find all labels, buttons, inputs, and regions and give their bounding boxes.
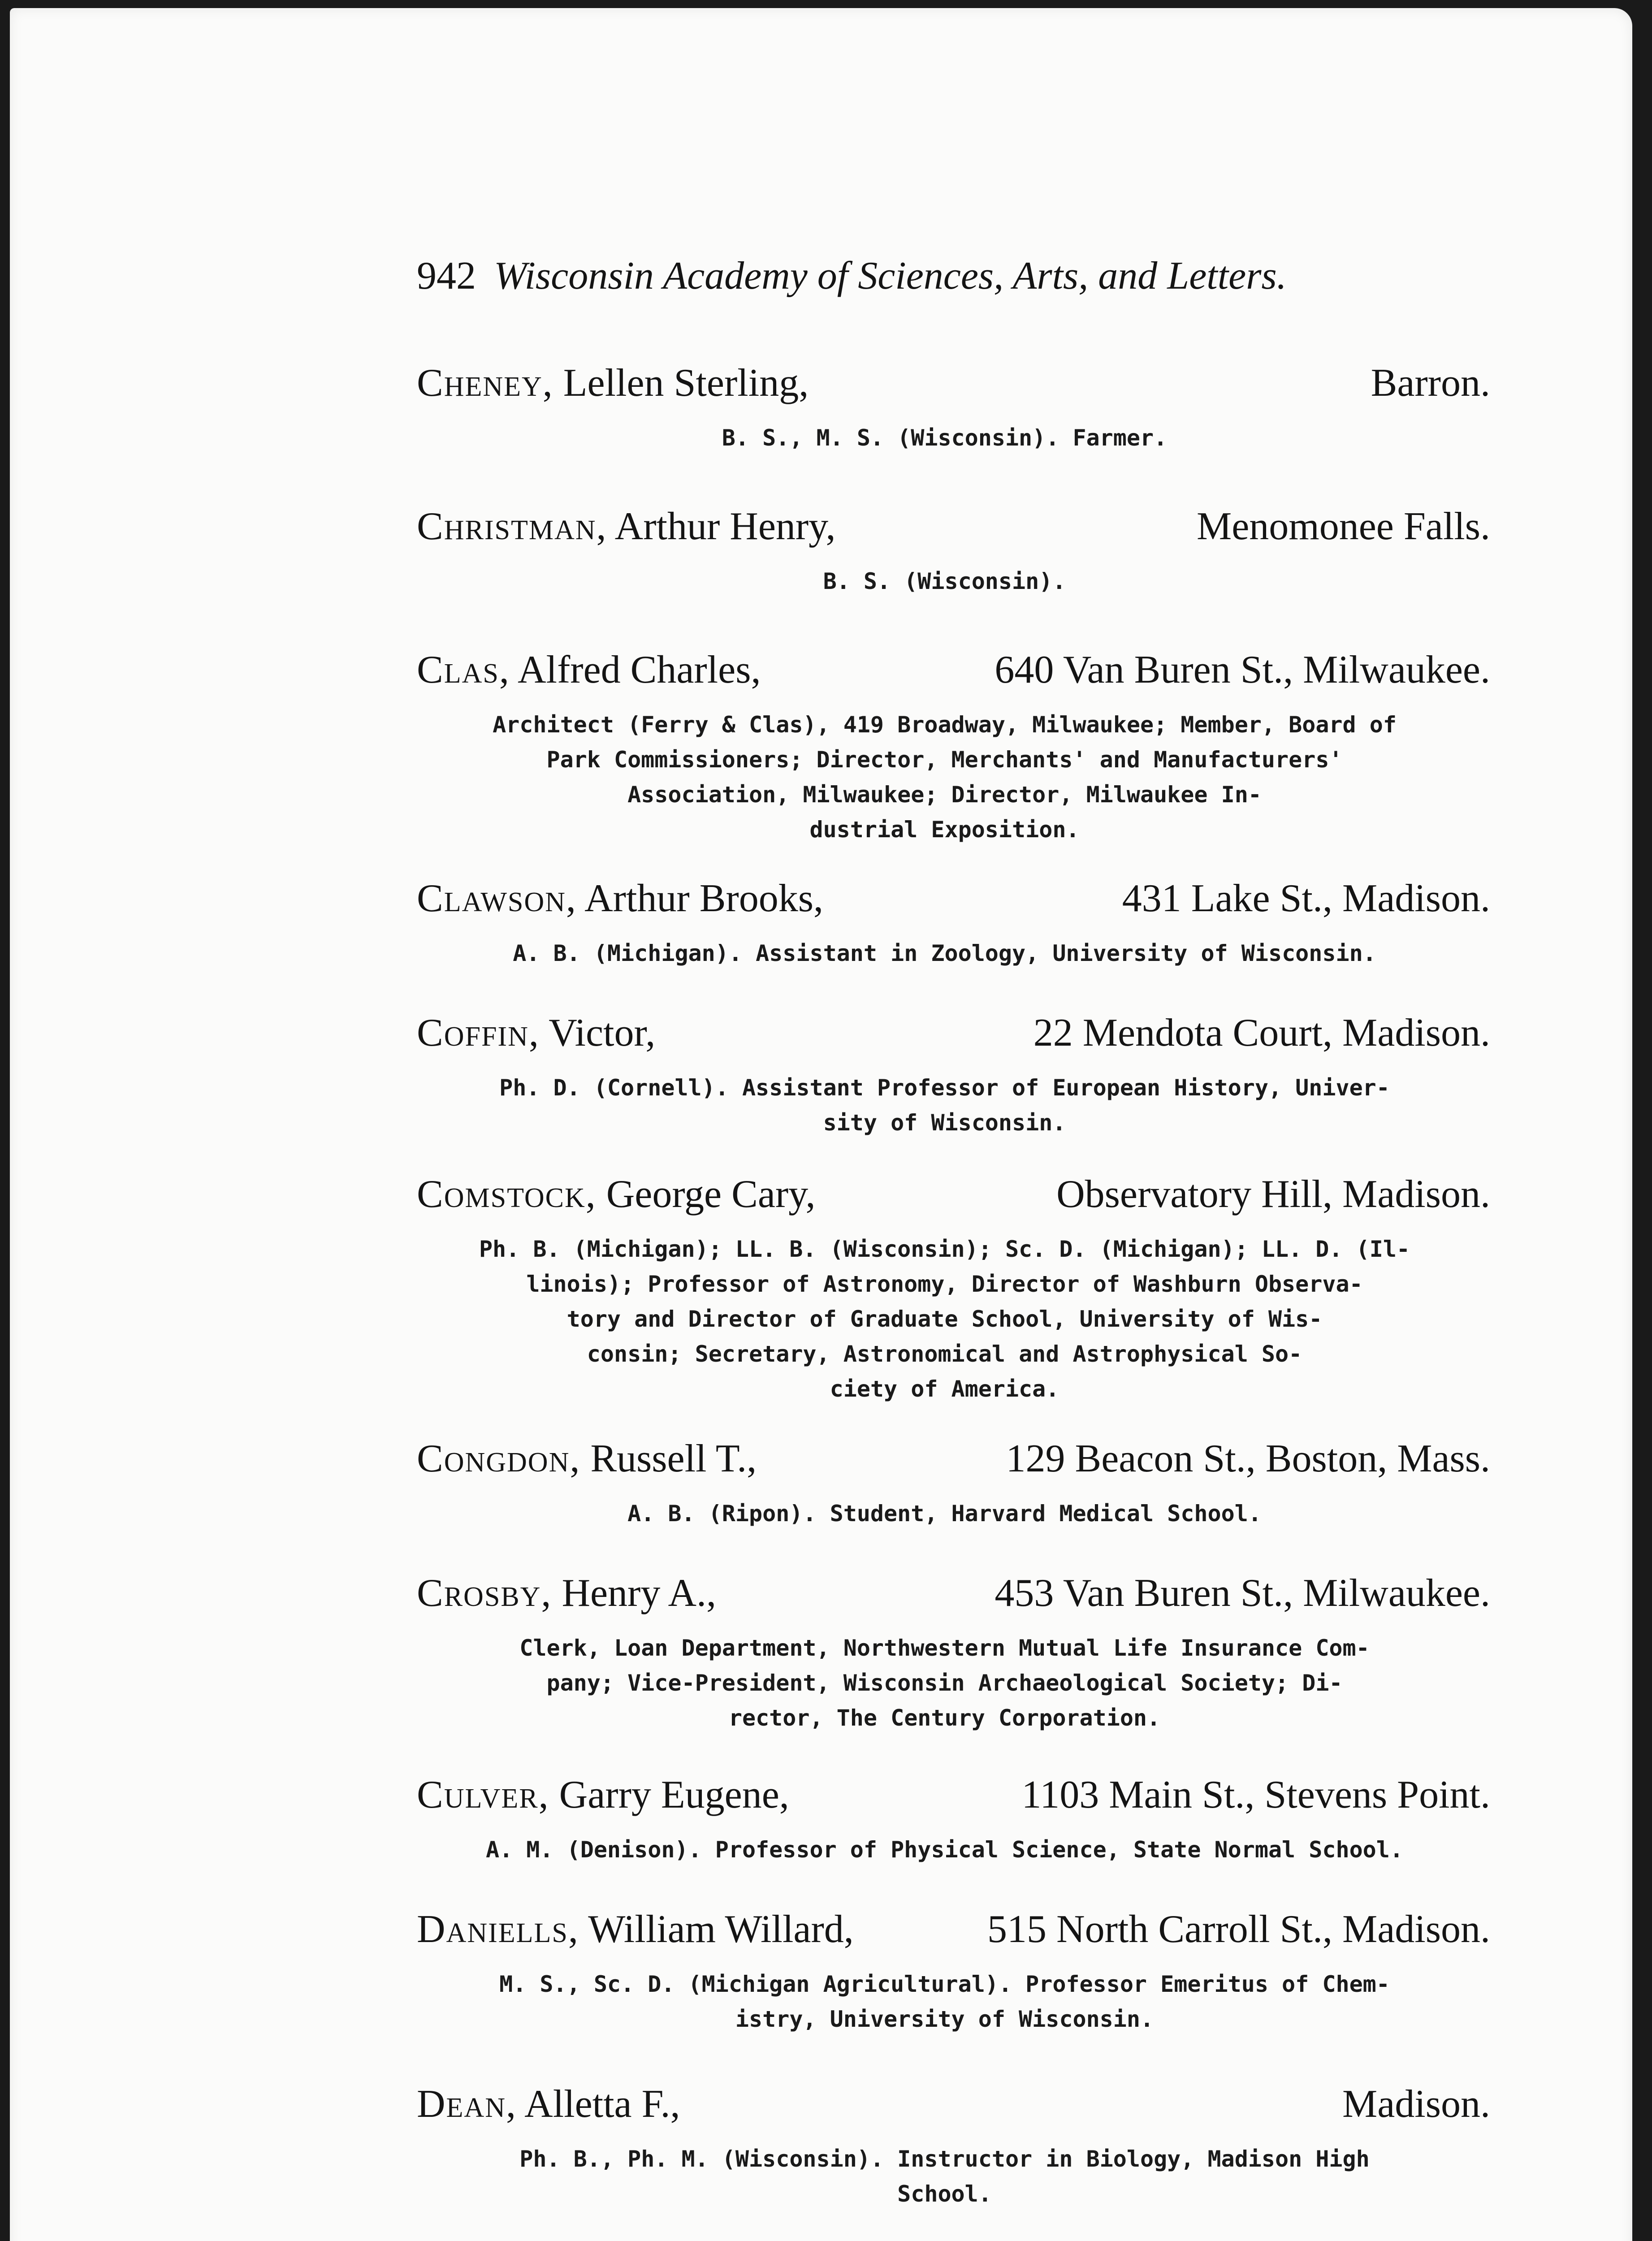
entry-heading — [417, 874, 1490, 923]
entry — [417, 1008, 1490, 1140]
surname: Culver, — [417, 1773, 549, 1817]
member-name — [417, 359, 809, 408]
address: 640 Van Buren St., Milwaukee. — [995, 648, 1490, 692]
given-name: Garry Eugene, — [559, 1773, 789, 1817]
member-name — [417, 1170, 815, 1219]
address: 515 North Carroll St., Madison. — [987, 1908, 1490, 1951]
surname: Clas, — [417, 648, 510, 692]
given-name: George Cary, — [606, 1172, 816, 1216]
address: Observatory Hill, Madison. — [1056, 1172, 1490, 1216]
entry-details — [417, 420, 1490, 455]
surname: Clawson, — [417, 877, 577, 920]
given-name: Russell T., — [590, 1437, 757, 1480]
detail-line: Ph. B. (Michigan); LL. B. (Wisconsin); Sc. D. (Michigan); LL. D. (Il- — [479, 1236, 1410, 1262]
entry-details — [417, 2141, 1490, 2211]
entry-details — [417, 1832, 1490, 1867]
address: 453 Van Buren St., Milwaukee. — [995, 1571, 1490, 1615]
given-name: Victor, — [549, 1011, 656, 1055]
entry — [417, 1434, 1490, 1531]
entry — [417, 1170, 1490, 1406]
entry — [417, 1770, 1490, 1867]
entry-details — [417, 936, 1490, 971]
detail-line: linois); Professor of Astronomy, Director of Washburn Observa- — [526, 1271, 1363, 1297]
entry — [417, 874, 1490, 971]
detail-line: dustrial Exposition. — [809, 817, 1080, 843]
entry-heading — [417, 1905, 1490, 1954]
surname: Cheney, — [417, 361, 554, 405]
detail-line: Park Commissioners; Director, Merchants' and Manufacturers' — [546, 747, 1343, 773]
member-name — [417, 1770, 789, 1820]
address: 431 Lake St., Madison. — [1122, 877, 1490, 920]
given-name: Arthur Henry, — [614, 505, 836, 548]
detail-line: Association, Milwaukee; Director, Milwaukee In- — [627, 782, 1262, 808]
surname: Dean, — [417, 2082, 517, 2126]
entry-heading — [417, 1008, 1490, 1058]
entry-details — [417, 707, 1490, 847]
detail-line: rector, The Century Corporation. — [728, 1705, 1161, 1731]
entry — [417, 359, 1490, 455]
entry-details — [417, 1232, 1490, 1406]
detail-line: B. S., M. S. (Wisconsin). Farmer. — [722, 425, 1168, 451]
entry-details — [417, 1631, 1490, 1735]
entry — [417, 1569, 1490, 1735]
entry-details — [417, 1496, 1490, 1531]
surname: Daniells, — [417, 1908, 579, 1951]
surname: Crosby, — [417, 1571, 552, 1615]
given-name: Henry A., — [562, 1571, 717, 1615]
detail-line: Architect (Ferry & Clas), 419 Broadway, Milwaukee; Member, Board of — [493, 712, 1397, 738]
journal-title: Wisconsin Academy of Sciences, Arts, and Letters. — [494, 254, 1287, 298]
entry-heading — [417, 1770, 1490, 1820]
member-name — [417, 502, 835, 551]
detail-line: School. — [897, 2181, 992, 2207]
member-name — [417, 1569, 716, 1618]
entry — [417, 502, 1490, 599]
given-name: Alletta F., — [524, 2082, 680, 2126]
given-name: Arthur Brooks, — [584, 877, 823, 920]
detail-line: tory and Director of Graduate School, University of Wis- — [567, 1306, 1323, 1332]
entry-heading — [417, 1569, 1490, 1618]
entry-details — [417, 1967, 1490, 2037]
entry-details — [417, 1070, 1490, 1140]
entry — [417, 645, 1490, 847]
address: 22 Mendota Court, Madison. — [1033, 1011, 1490, 1055]
entry-heading — [417, 2080, 1490, 2129]
member-name — [417, 1434, 757, 1484]
entry-heading — [417, 1434, 1490, 1484]
detail-line: A. B. (Ripon). Student, Harvard Medical School. — [627, 1501, 1262, 1527]
detail-line: ciety of America. — [830, 1376, 1060, 1402]
detail-line: Ph. D. (Cornell). Assistant Professor of European History, Univer- — [499, 1075, 1390, 1101]
surname: Christman, — [417, 505, 607, 548]
address: Madison. — [1342, 2082, 1490, 2126]
member-name — [417, 2080, 680, 2129]
entry-heading — [417, 645, 1490, 695]
surname: Congdon, — [417, 1437, 581, 1480]
detail-line: A. B. (Michigan). Assistant in Zoology, University of Wisconsin. — [513, 940, 1376, 966]
detail-line: B. S. (Wisconsin). — [823, 568, 1066, 594]
detail-line: sity of Wisconsin. — [823, 1110, 1066, 1136]
member-name — [417, 1905, 854, 1954]
address: 1103 Main St., Stevens Point. — [1021, 1773, 1490, 1817]
given-name: William Willard, — [588, 1908, 854, 1951]
member-name — [417, 874, 823, 923]
member-name — [417, 645, 761, 695]
detail-line: A. M. (Denison). Professor of Physical Science, State Normal School. — [486, 1837, 1403, 1863]
address: Barron. — [1371, 361, 1490, 405]
member-name — [417, 1008, 655, 1058]
entry — [417, 2080, 1490, 2211]
detail-line: Clerk, Loan Department, Northwestern Mutual Life Insurance Com- — [519, 1635, 1370, 1661]
entry-heading — [417, 359, 1490, 408]
detail-line: M. S., Sc. D. (Michigan Agricultural). Professor Emeritus of Chem- — [499, 1971, 1390, 1997]
address: Menomonee Falls. — [1196, 505, 1490, 548]
detail-line: pany; Vice-President, Wisconsin Archaeological Society; Di- — [546, 1670, 1343, 1696]
entry — [417, 1905, 1490, 2037]
given-name: Lellen Sterling, — [563, 361, 809, 405]
detail-line: Ph. B., Ph. M. (Wisconsin). Instructor in Biology, Madison High — [519, 2146, 1370, 2172]
surname: Comstock, — [417, 1172, 597, 1216]
running-head — [417, 253, 1490, 299]
surname: Coffin, — [417, 1011, 540, 1055]
page-number: 942 — [417, 254, 476, 298]
entry-details — [417, 564, 1490, 599]
entry-heading — [417, 1170, 1490, 1219]
given-name: Alfred Charles, — [517, 648, 761, 692]
entry-heading — [417, 502, 1490, 551]
detail-line: istry, University of Wisconsin. — [735, 2006, 1154, 2032]
address: 129 Beacon St., Boston, Mass. — [1006, 1437, 1490, 1480]
detail-line: consin; Secretary, Astronomical and Astrophysical So- — [587, 1341, 1302, 1367]
